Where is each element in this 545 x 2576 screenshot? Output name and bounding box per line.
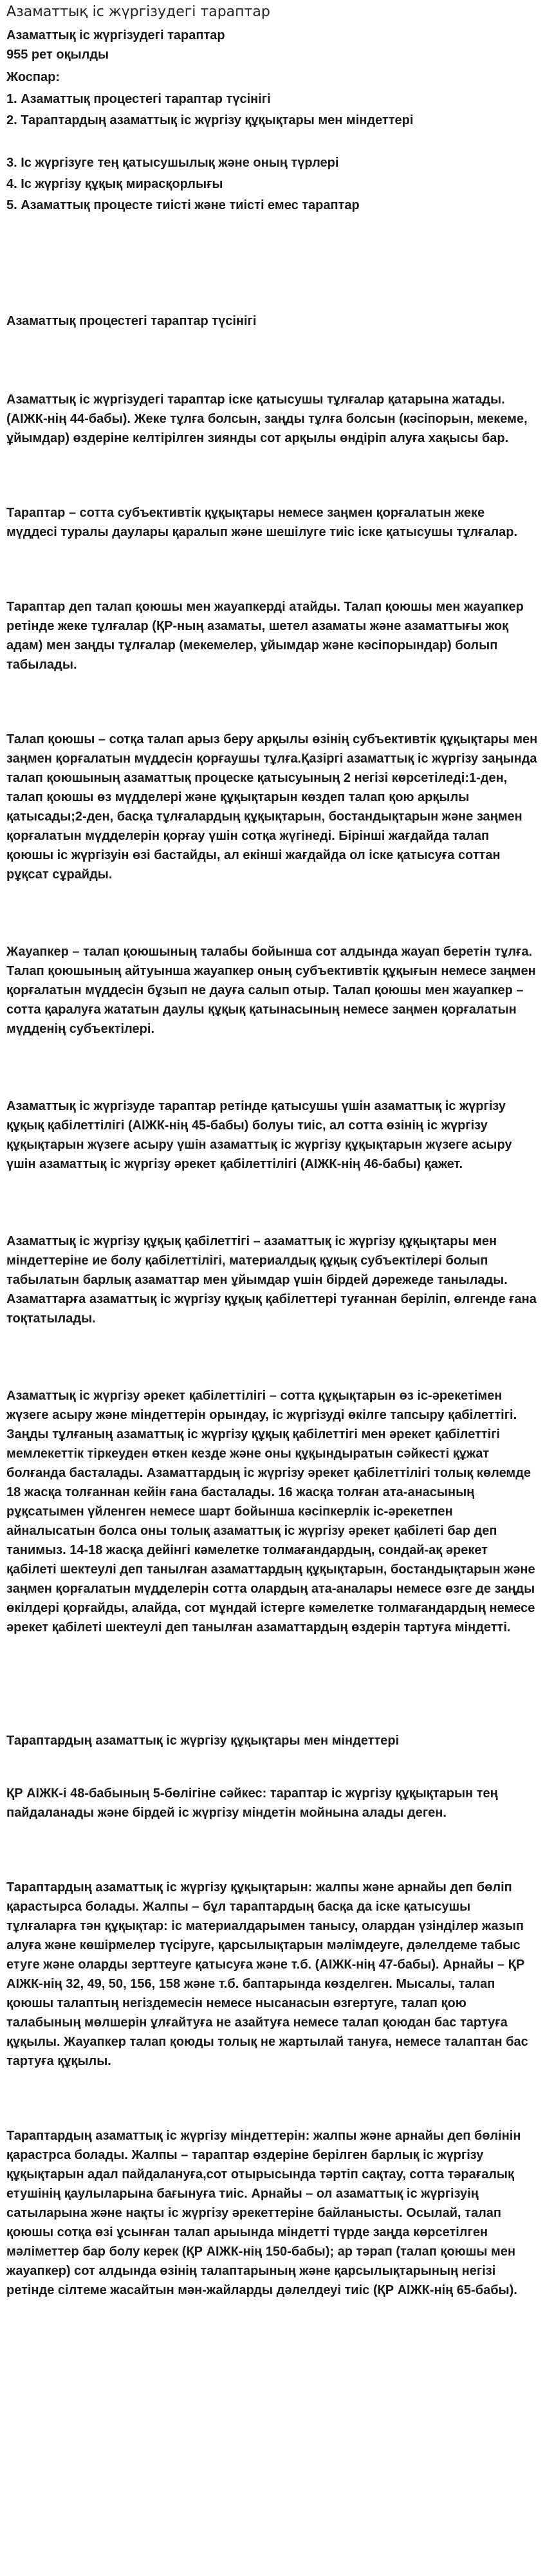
- paragraph-7: Азаматтық іс жүргізу құқық қабілеттігі – азаматтық іс жүргізу құқықтары мен міндеттеріне ие болу қабілеттілігі, материалдық құқық субъектілері болып табылатын барлық азаматтар мен ұйымдар үшін бірдей дәрежеде танылады. Азаматтарға азаматтық іс жүргізу құқық қабілеттері туғаннан беріліп, өлгенде ғана тоқтатылады.: [6, 1234, 537, 1326]
- plan-item-3: 3. Іс жүргізуге тең қатысушылық және оның түрлері: [6, 156, 339, 170]
- paragraph-5: Жауапкер – талап қоюшының талабы бойынша сот алдында жауап беретін тұлға. Талап қоюшының айтуынша жауапкер оның субъективтік құқығын немесе заңмен қорғалатын мүддесін бұзып не дауға салып отыр. Талап қоюшы мен жауапкер – сотта қаралуға жататын даулы құқық қатынасының немесе заңмен қорғалатын мүдденің субъектілері.: [6, 945, 536, 1036]
- paragraph-8: Азаматтық іс жүргізу әрекет қабілеттілігі – сотта құқықтарын өз іс-әрекетімен жүзеге асыру және міндеттерін орындау, іс жүргізуді өкілге тапсыру қабілеттігі. Заңды тұлғаның азаматтық іс жүргізу құқық қабілеттігі мен әрекет қабілеттігі мемлекеттік тіркеуден өткен кезде және оны құқындыратын сәйкесті құжат болғанда басталады. Азаматтардың іс жүргізу әрекет қабілеттілігі толық көлемде 18 жасқа толғаннан кейін ғана басталады. 16 жасқа толған ата-анасының рұқсатымен үйленген немесе шарт бойынша кәсіпкерлік іс-әрекетпен айналысатын болса оны толық азаматтық іс жүргізу әрекет қабілеті бар деп танимыз. 14-18 жасқа дейінгі кәмелетке толмағандардың, сондай-ақ әрекет қабілеті шектеулі деп танылған азаматтардың құқықтарын, бостандықтарын және заңмен қорғалатын мүдделерін сотта олардың ата-аналары немесе өзге де заңды өкілдері қорғайды, алайда, сот мұндай істерге кәмелетке толмағандардың немесе әрекет қабілеті шектеулі деп танылған азаматтардың өздерін тартуға міндетті.: [6, 1389, 535, 1635]
- plan-item-4: 4. Іс жүргізу құқық мирасқорлығы: [6, 177, 223, 191]
- paragraph-1: Азаматтық іс жүргізудегі тараптар іске қатысушы тұлғалар қатарына жатады. (АІЖК-нің 44-бабы). Жеке тұлға болсын, заңды тұлға болсын (кәсіпорын, мекеме, ұйымдар) өздеріне келтірілген зиянды сот арқылы өндіріп алуға хақысы бар.: [6, 393, 528, 445]
- paragraph-3: Тараптар деп талап қоюшы мен жауапкерді атайды. Талап қоюшы мен жауапкер ретінде жеке тұлғалар (ҚР-ның азаматы, шетел азаматы және азаматтығы жоқ адам) мен заңды тұлғалар (мекемелер, ұйымдар және кәсіпорындар) болып табылады.: [6, 600, 524, 672]
- paragraph-10: Тараптардың азаматтық іс жүргізу құқықтарын: жалпы және арнайы деп бөліп қарастырса болады. Жалпы – бұл тараптардың басқа да іске қатысушы тұлғаларға тән құқықтар: іс материалдарымен танысу, олардан үзінділер жазып алуға және көшірмелер түсіруге, қарсылықтарын мәлімдеуге, дәлелдеме табыс етуге және оларды зерттеуге қатысуға және т.б. (АІЖК-нің 47-бабы). Арнайы – ҚР АІЖК-нің 32, 49, 50, 156, 158 және т.б. баптарында көзделген. Мысалы, талап қоюшы талаптың негіздемесін немесе нысанасын өзгертуге, талап қою талабының мөлшерін ұлғайтуға не азайтуға немесе талап қоюдан бас тартуға құқылы. Жауапкер талап қоюды толық не жартылай тануға, немесе талаптан бас тартуға құқылы.: [6, 1880, 528, 2068]
- plan-list: [6, 89, 539, 216]
- paragraph-11: Тараптардың азаматтық іс жүргізу міндеттерін: жалпы және арнайы деп бөлінін қарастрса болады. Жалпы – тараптар өздеріне берілген барлық іс жүргізу құқықтарын адал пайдалануға,сот отырысында тәртіп сақтау, сотта тәрағалық етушінің қаулыларына бағынуға тиіс. Арнайы – ол азаматтық іс жүргізуің сатыларына және нақты іс жүргізу әрекеттеріне байланысты. Осылай, талап қоюшы сотқа өзі ұсынған талап арыында міндетті түрде заңда көрсетілген мәліметтер бар болу керек (ҚР АІЖК-нің 150-бабы); ар тәрап (талап қоюшы мен жауапкер) сот алдында өзінің талаптарының және қарсылықтарының негізі ретінде сілтеме жасайтын мән-жайларды дәлелдеуі тиіс (ҚР АІЖК-нің 65-бабы).: [6, 2129, 521, 2297]
- view-count: 955 рет оқылды: [6, 48, 109, 62]
- paragraph-9: ҚР АІЖК-і 48-бабының 5-бөлігіне сәйкес: тараптар іс жүргізу құқықтарын тең пайдаланады және бірдей іс жүргізу міндетін мойнына алады деген.: [6, 1786, 498, 1820]
- document-subtitle: Азаматтық іс жүргізудегі тараптар: [6, 28, 225, 42]
- paragraph-4: Талап қоюшы – сотқа талап арыз беру арқылы өзінің субъективтік құқықтары мен заңмен қорғалатын мүддесін қорғаушы тұлға.Қазіргі азаматтық іс жүргізу заңында талап қоюшының азаматтық процеске қатысуының 2 негізі көрсетіледі:1-ден, талап қоюшы өз мүдделері және құқықтарын көздеп талап қою арқылы қатысады;2-ден, басқа тұлғалардың құқықтарын, бостандықтарын және заңмен қорғалатын мүдделерін қорғау үшін сотқа жүгінеді. Бірінші жағдайда талап қоюшы іс жүргізуін өзі бастайды, ал екінші жағдайда ол іске қатысуға соттан рұқсат сұрайды.: [6, 732, 538, 882]
- paragraph-6: Азаматтық іс жүргізуде тараптар ретінде қатысушы үшін азаматтық іс жүргізу құқық қабілеттілігі (АІЖК-нің 45-бабы) болуы тиіс, ал сотта өзінің іс жүргізу құқықтарын жүзеге асыру үшін азаматтық іс жүргізу құқықтарын жүзеге асыру үшін азаматтық іс жүргізу әрекет қабілеттілігі (АІЖК-нің 46-бабы) қажет.: [6, 1099, 512, 1171]
- plan-item-1: 1. Азаматтық процестегі тараптар түсінігі: [6, 92, 271, 106]
- section-heading-1: Азаматтық процестегі тараптар түсінігі: [6, 314, 257, 328]
- plan-item-5: 5. Азаматтық процесте тиісті және тиісті емес тараптар: [6, 198, 360, 212]
- plan-heading: Жоспар:: [6, 70, 60, 84]
- paragraph-2: Тараптар – сотта субъективтік құқықтары немесе заңмен қорғалатын жеке мүддесі туралы даулары қаралып және шешілуге тиіс іске қатысушы тұлғалар.: [6, 506, 518, 539]
- section-heading-2: Тараптардың азаматтық іс жүргізу құқықтары мен міндеттері: [6, 1734, 400, 1748]
- plan-item-2: 2. Тараптардың азаматтық іс жүргізу құқықтары мен міндеттері: [6, 113, 414, 127]
- page-title: Азаматтық іс жүргізудегі тараптар: [6, 4, 270, 20]
